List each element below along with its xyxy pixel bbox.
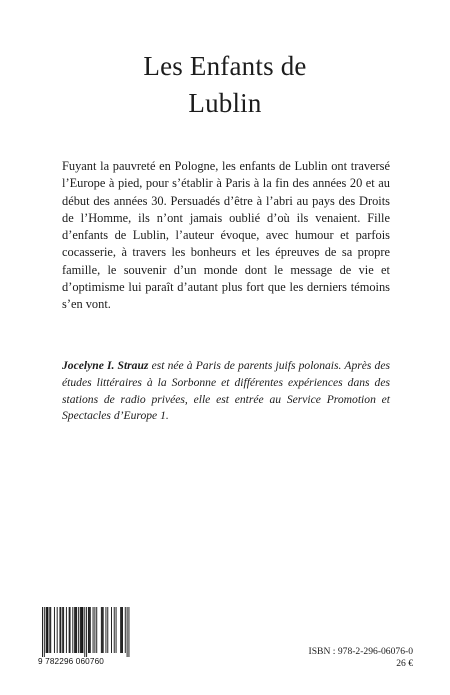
barcode-bar (50, 607, 51, 653)
barcode-bar (116, 607, 117, 653)
barcode-bar (125, 607, 126, 653)
barcode-bar (81, 607, 82, 653)
barcode-bar (63, 607, 64, 653)
barcode-bar (120, 607, 121, 653)
barcode-bar (44, 607, 45, 657)
barcode-bar (49, 607, 50, 653)
barcode-digits: 9 782296 060760 (38, 657, 104, 666)
barcode-bar (127, 607, 128, 657)
barcode-bars (38, 607, 130, 657)
barcode-bar (42, 607, 43, 657)
barcode-bar (94, 607, 95, 653)
barcode-bar (57, 607, 58, 653)
barcode-bar (74, 607, 75, 653)
barcode-bar (59, 607, 60, 653)
barcode-bar (54, 607, 55, 653)
price: 26 € (396, 658, 413, 669)
barcode-bar (75, 607, 76, 653)
isbn: ISBN : 978-2-296-06076-0 (308, 646, 413, 657)
book-summary: Fuyant la pauvreté en Pologne, les enfants de Lublin ont traversé l’Europe à pied, pour s’établir à Paris à la fin des années 20 et au début des années 30. Persuadés d’être à l’abri au pays des Droits de l’Homme, ils n’ont jamais oublié d’où ils venaient. Fille d’enfants de Lublin, l’auteur évoque, avec humour et parfois cocasserie, à travers les bonheurs et les épreuves de sa propre famille, le souvenir d’un monde dont le message de vie et d’optimisme lui paraît d’autant plus fort que les derniers témoins s’en vont. (62, 159, 390, 312)
barcode-bar (89, 607, 90, 653)
barcode-bar (111, 607, 112, 653)
barcode-bar (47, 607, 48, 653)
book-title-line-1: Les Enfants de (143, 51, 307, 81)
barcode-bar (84, 607, 85, 657)
barcode-bar (88, 607, 89, 653)
barcode-bar (128, 607, 129, 657)
barcode-bar (105, 607, 106, 653)
barcode-bar (114, 607, 115, 653)
barcode-bar (86, 607, 87, 657)
barcode-bar (66, 607, 67, 653)
barcode-bar (93, 607, 94, 653)
barcode-bar (80, 607, 81, 653)
barcode (38, 607, 130, 671)
barcode-bar (101, 607, 102, 653)
barcode-bar (70, 607, 71, 653)
barcode-bar (78, 607, 79, 653)
author-bio-text: est née à Paris de parents juifs polonais. Après des études littéraires à la Sorbonne et différentes expériences dans des stations de radio privées, elle est entrée au Service Promotion et Spectacles d’Europe 1. (62, 359, 390, 423)
barcode-bar (46, 607, 47, 653)
barcode-bar (82, 607, 83, 653)
barcode-bar (82, 607, 83, 653)
barcode-bar (76, 607, 77, 653)
barcode-bar (90, 607, 91, 653)
book-title-line-2: Lublin (188, 88, 262, 118)
barcode-bar (96, 607, 97, 653)
barcode-bar (102, 607, 103, 653)
author-name: Jocelyne I. Strauz (62, 359, 149, 372)
barcode-bar (48, 607, 49, 653)
barcode-bar (103, 607, 104, 653)
barcode-bar (121, 607, 122, 653)
barcode-bar (72, 607, 73, 653)
barcode-bar (122, 607, 123, 653)
author-bio (62, 358, 390, 425)
barcode-bar (107, 607, 108, 653)
book-title (0, 48, 450, 122)
barcode-bar (69, 607, 70, 653)
barcode-bar (62, 607, 63, 653)
barcode-bar (60, 607, 61, 653)
